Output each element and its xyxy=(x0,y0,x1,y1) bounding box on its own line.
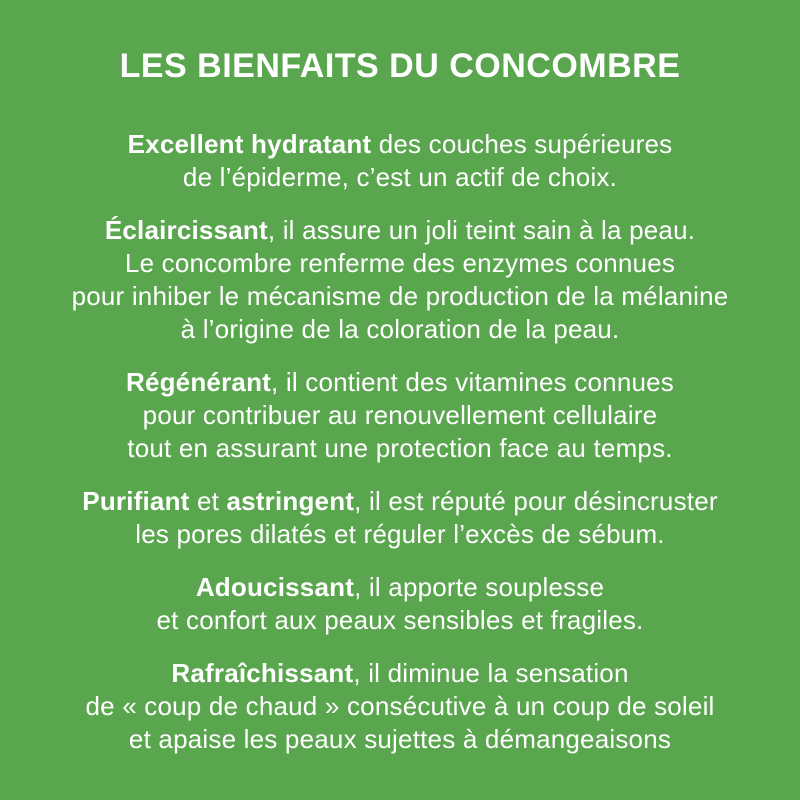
page-title: LES BIENFAITS DU CONCOMBRE xyxy=(119,47,681,85)
text-line xyxy=(0,485,800,518)
benefit-paragraph xyxy=(0,214,800,346)
benefit-paragraph xyxy=(0,485,800,551)
benefit-paragraph xyxy=(0,657,800,756)
benefit-paragraph xyxy=(0,571,800,637)
benefit-keyword: astringent xyxy=(226,486,355,516)
text-line xyxy=(0,723,800,756)
text-line xyxy=(0,247,800,280)
benefit-text: pour inhiber le mécanisme de production de la mélanine xyxy=(71,281,729,311)
benefit-text: à l’origine de la coloration de la peau. xyxy=(180,314,620,344)
text-line xyxy=(0,518,800,551)
benefit-text: , il contient des vitamines connues xyxy=(271,367,675,397)
text-line xyxy=(0,366,800,399)
benefit-text: des couches supérieures xyxy=(371,129,673,159)
benefit-text: de « coup de chaud » consécutive à un coup de soleil xyxy=(85,691,715,721)
benefit-text: les pores dilatés et réguler l’excès de sébum. xyxy=(135,519,665,549)
benefit-text: , il apporte souplesse xyxy=(354,572,605,602)
text-line xyxy=(0,690,800,723)
benefit-keyword: Régénérant xyxy=(125,367,272,397)
benefit-text: et confort aux peaux sensibles et fragiles. xyxy=(156,605,644,635)
benefit-paragraph xyxy=(0,366,800,465)
benefit-keyword: Excellent hydratant xyxy=(127,129,372,159)
benefit-text: et apaise les peaux sujettes à démangeaisons xyxy=(128,724,672,754)
text-line xyxy=(0,128,800,161)
benefit-paragraph xyxy=(0,128,800,194)
text-line xyxy=(0,399,800,432)
benefit-keyword: Adoucissant xyxy=(195,572,355,602)
text-line xyxy=(0,161,800,194)
benefit-text: de l’épiderme, c’est un actif de choix. xyxy=(182,162,618,192)
benefit-text: tout en assurant une protection face au temps. xyxy=(127,433,673,463)
text-line xyxy=(0,280,800,313)
benefit-text: , il assure un joli teint sain à la peau. xyxy=(267,215,696,245)
benefit-text: Le concombre renferme des enzymes connues xyxy=(124,248,676,278)
benefit-keyword: Purifiant xyxy=(82,486,190,516)
text-line xyxy=(0,313,800,346)
text-line xyxy=(0,604,800,637)
benefit-text: , il est réputé pour désincruster xyxy=(354,486,718,516)
text-line xyxy=(0,571,800,604)
benefit-keyword: Rafraîchissant xyxy=(171,658,354,688)
benefit-keyword: Éclaircissant xyxy=(104,215,268,245)
text-line xyxy=(0,432,800,465)
benefit-text: pour contribuer au renouvellement cellulaire xyxy=(142,400,658,430)
text-line xyxy=(0,657,800,690)
benefit-text: , il diminue la sensation xyxy=(353,658,629,688)
benefit-text: et xyxy=(189,486,227,516)
text-line xyxy=(0,214,800,247)
benefits-list xyxy=(0,128,800,756)
